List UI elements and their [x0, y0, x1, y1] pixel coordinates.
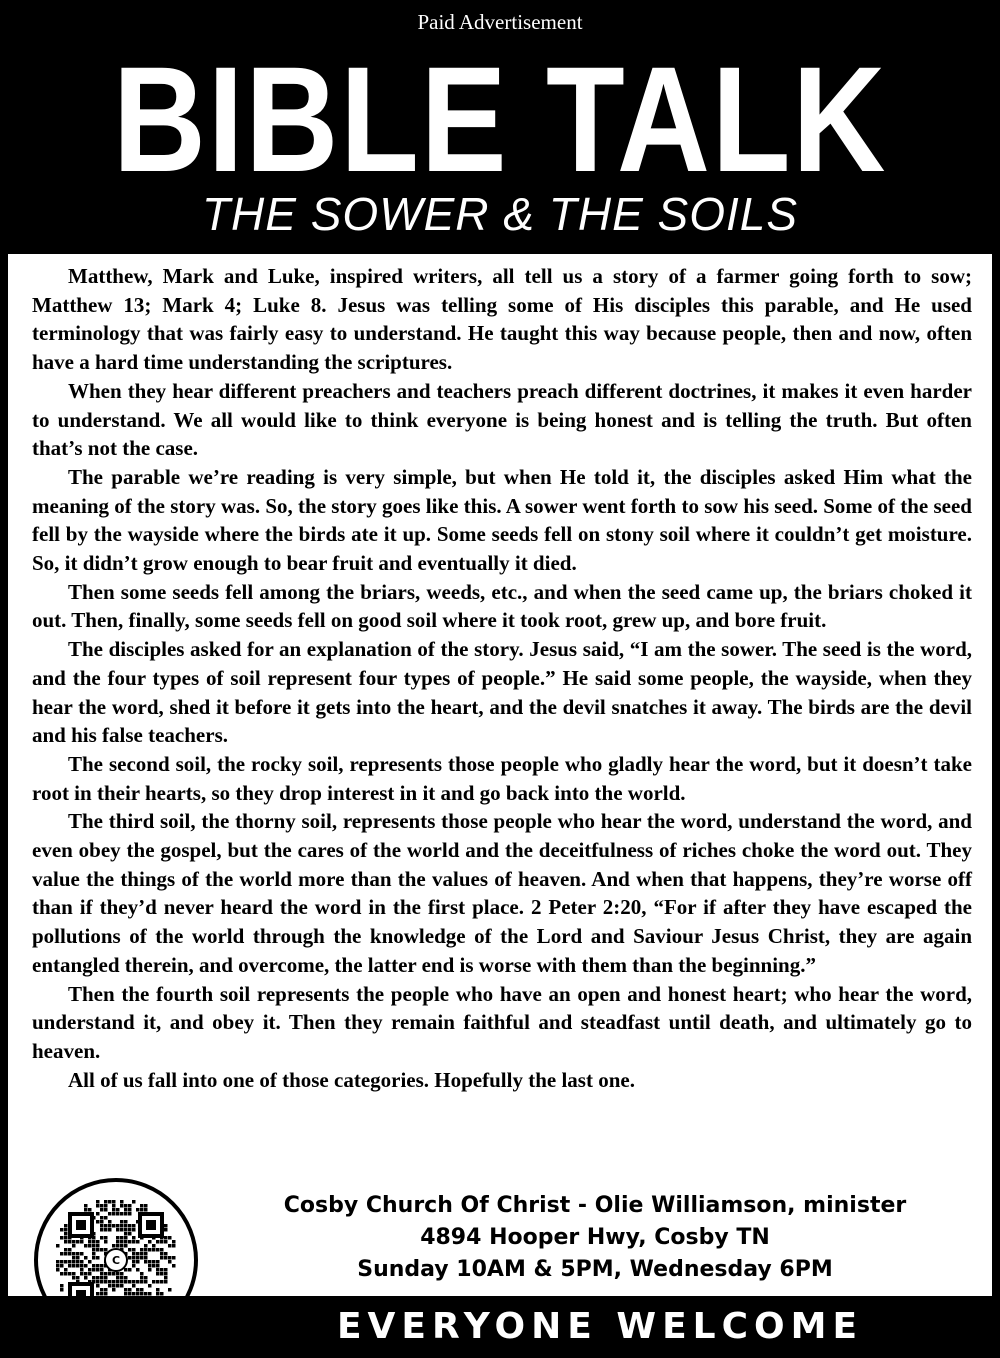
qr-finder-top-left — [68, 1212, 94, 1238]
page-subtitle: THE SOWER & THE SOILS — [201, 188, 799, 240]
paragraph-7: The third soil, the thorny soil, represents those people who hear the word, understand the word, and even obey the gospel, but the cares of the world and the deceitfulness of riches choke the word out. They value the things of the world more than the values of heaven. And when that happens, they’re worse off than if they’d never heard the word in the first place. 2 Peter 2:20, “For if after they have escaped the pollutions of the world through the knowledge of the Lord and Saviour Jesus Christ, they are again entangled therein, and overcome, the latter end is worse with them than the beginning.” — [32, 809, 972, 977]
article-body — [32, 262, 972, 1094]
paragraph-5: The disciples asked for an explanation of the story. Jesus said, “I am the sower. The seed is the word, and the four types of soil represent four types of people.” He said some people, the wayside, when they hear the word, shed it before it gets into the heart, and the devil snatches it away. The birds are the devil and his false teachers. — [32, 637, 972, 748]
qr-finder-top-right — [138, 1212, 164, 1238]
page-title: BIBLE TALK — [112, 35, 888, 203]
everyone-welcome-label: EVERYONE WELCOME — [336, 1306, 864, 1347]
header-banner — [0, 0, 1000, 254]
paragraph-4: Then some seeds fell among the briars, weeds, etc., and when the seed came up, the briars choked it out. Then, finally, some seeds fell on good soil where it took root, grew up, and bore fruit. — [32, 579, 972, 633]
paragraph-1: Matthew, Mark and Luke, inspired writers, all tell us a story of a farmer going forth to sow; Matthew 13; Mark 4; Luke 8. Jesus was telling some of His disciples this parable, and He used terminology that was fairly easy to understand. He taught this way because people, then and now, often have a hard time understanding the scriptures. — [32, 264, 972, 375]
paragraph-9: All of us fall into one of those categories. Hopefully the last one. — [68, 1067, 635, 1092]
church-name: Cosby Church Of Christ - Olie Williamson, minister — [283, 1193, 907, 1218]
paragraph-6: The second soil, the rocky soil, represents those people who gladly hear the word, but it doesn’t take root in their hearts, so they drop interest in it and go back into the world. — [32, 751, 972, 805]
paragraph-2: When they hear different preachers and teachers preach different doctrines, it makes it even harder to understand. We all would like to think everyone is being honest and is telling the truth. But often that’s not the case. — [32, 378, 972, 461]
service-times: Sunday 10AM & 5PM, Wednesday 6PM — [357, 1257, 833, 1282]
paragraph-8: Then the fourth soil represents the people who have an open and honest heart; who hear the word, understand it, and obey it. Then they remain faithful and steadfast until death, and ultimately go to heaven. — [32, 981, 972, 1063]
paragraph-3: The parable we’re reading is very simple, but when He told it, the disciples asked Him what the meaning of the story was. So, the story goes like this. A sower went forth to sow his seed. Some of the seed fell by the wayside where the birds ate it up. Some seeds fell on stony soil where it couldn’t get moisture. So, it didn’t grow enough to bear fruit and eventually it died. — [32, 464, 972, 576]
contact-block — [230, 1190, 960, 1286]
paid-advertisement-label: Paid Advertisement — [417, 10, 583, 34]
church-address: 4894 Hooper Hwy, Cosby TN — [420, 1225, 770, 1250]
qr-center-letter: C — [111, 1254, 121, 1267]
